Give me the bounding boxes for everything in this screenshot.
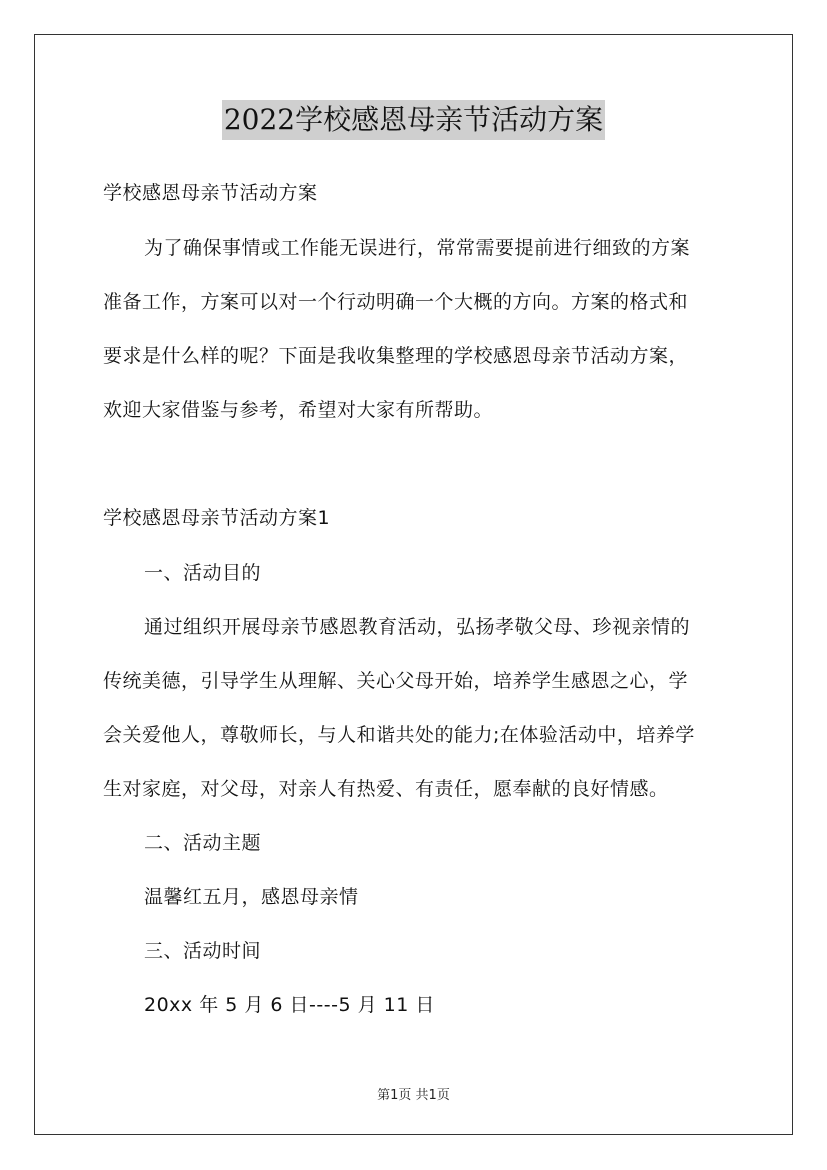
title-container xyxy=(0,100,827,140)
heading-theme: 二、活动主题 xyxy=(144,832,262,854)
document-subtitle: 学校感恩母亲节活动方案 xyxy=(103,182,318,204)
heading-purpose: 一、活动目的 xyxy=(144,562,262,584)
intro-line-2: 准备工作，方案可以对一个行动明确一个大概的方向。方案的格式和 xyxy=(103,291,689,313)
intro-line-4: 欢迎大家借鉴与参考，希望对大家有所帮助。 xyxy=(103,399,494,421)
intro-line-1: 为了确保事情或工作能无误进行，常常需要提前进行细致的方案 xyxy=(144,237,691,259)
document-title: 2022学校感恩母亲节活动方案 xyxy=(222,100,605,140)
purpose-line-4: 生对家庭，对父母，对亲人有热爱、有责任，愿奉献的良好情感。 xyxy=(103,778,669,800)
purpose-line-2: 传统美德，引导学生从理解、关心父母开始，培养学生感恩之心，学 xyxy=(103,670,689,692)
purpose-line-3: 会关爱他人，尊敬师长，与人和谐共处的能力;在体验活动中，培养学 xyxy=(103,724,695,746)
intro-line-3: 要求是什么样的呢？下面是我收集整理的学校感恩母亲节活动方案， xyxy=(103,345,689,367)
theme-text: 温馨红五月，感恩母亲情 xyxy=(144,886,359,908)
heading-time: 三、活动时间 xyxy=(144,940,262,962)
time-text: 20xx 年 5 月 6 日----5 月 11 日 xyxy=(144,994,435,1016)
purpose-line-1: 通过组织开展母亲节感恩教育活动，弘扬孝敬父母、珍视亲情的 xyxy=(144,616,691,638)
page-number-footer: 第1页 共1页 xyxy=(377,1088,450,1103)
section-title: 学校感恩母亲节活动方案1 xyxy=(103,507,331,529)
